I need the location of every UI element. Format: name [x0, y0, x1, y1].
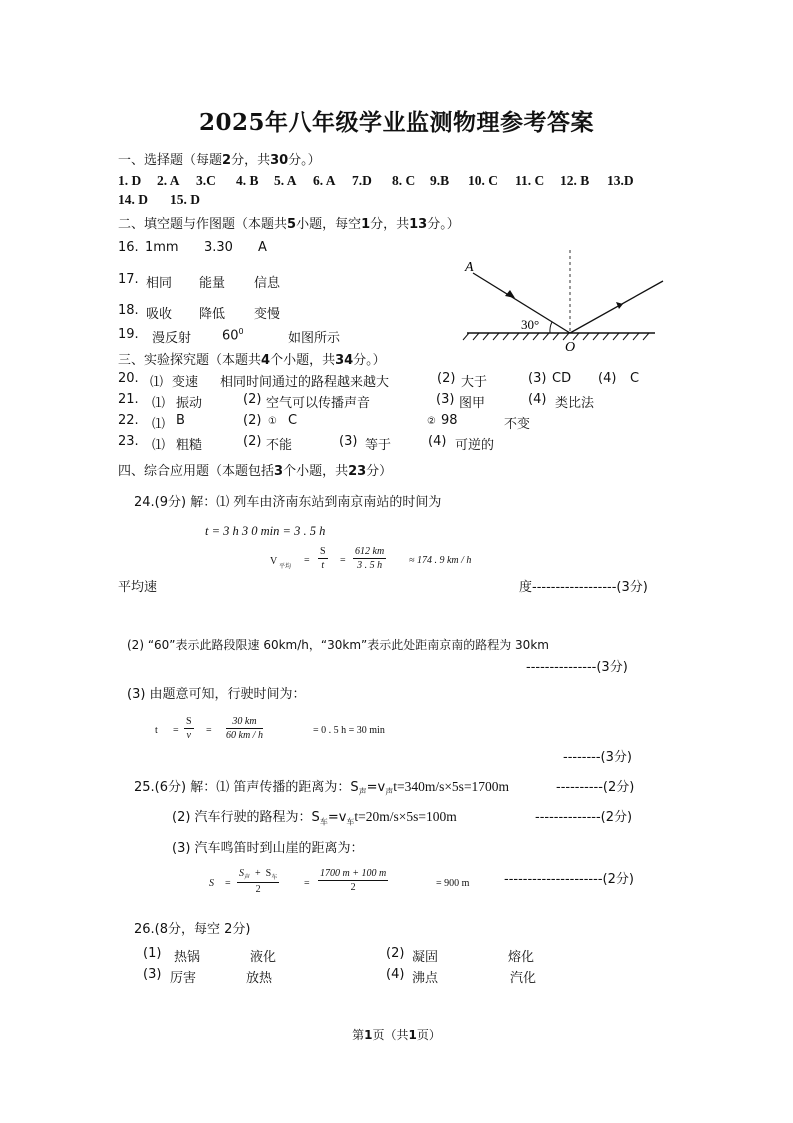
- reflected-ray: [570, 281, 663, 333]
- section-3-heading: 三、实验探究题（本题共4个小题，共34分。）: [118, 353, 386, 368]
- section-2-heading: 二、填空题与作图题（本题共5小题，每空1分，共13分。）: [118, 217, 460, 232]
- answer-15: 15. D: [170, 192, 200, 207]
- q24-part3: (3) 由题意可知，行驶时间为：: [127, 687, 306, 702]
- label-a: A: [465, 260, 474, 275]
- q25-part3: (3) 汽车鸣笛时到山崖的距离为：: [172, 841, 364, 856]
- label-o: O: [565, 340, 576, 355]
- answer-7: 7.D: [352, 173, 372, 188]
- answer-3: 3.C: [196, 173, 216, 188]
- answer-14: 14. D: [118, 192, 148, 207]
- reflected-arrow-icon: [616, 302, 623, 309]
- angle-arc: [550, 322, 552, 333]
- q24-time-equation: t = 3 h 3 0 min = 3 . 5 h: [205, 524, 326, 538]
- answer-6: 6. A: [313, 173, 336, 188]
- answer-5: 5. A: [274, 173, 297, 188]
- page-title: 2025年八年级学业监测物理参考答案: [198, 109, 594, 136]
- q24-intro: 24.(9分) 解：⑴ 列车由济南东站到南京南站的时间为: [134, 495, 442, 510]
- q24-label-left: 平均速: [118, 580, 158, 595]
- q25-part1: 25.(6分) 解：⑴ 笛声传播的距离为：$S_声=v_声t=340m/s\times 5s=1700m$: [134, 779, 510, 797]
- page-footer: 第1页（共1页）: [352, 1028, 441, 1042]
- q24-score-3: --------(3分): [563, 750, 632, 765]
- answer-1: 1. D: [118, 173, 142, 188]
- answer-9: 9.B: [430, 173, 450, 188]
- section-4-heading: 四、综合应用题（本题包括3个小题，共23分）: [118, 464, 393, 479]
- q24-score-1: 度------------------(3分): [519, 580, 648, 595]
- mirror-hatching: [463, 333, 649, 340]
- q26-intro: 26.(8分，每空 2分): [134, 922, 251, 937]
- q25-score-3: ---------------------(2分): [504, 872, 634, 887]
- answer-13: 13.D: [607, 173, 634, 188]
- answer-12: 12. B: [560, 173, 590, 188]
- answer-8: 8. C: [392, 173, 416, 188]
- reflection-diagram: [455, 245, 675, 357]
- label-angle: 30°: [521, 317, 540, 332]
- section-1-heading: 一、选择题（每题2分，共30分。）: [118, 153, 321, 168]
- answer-10: 10. C: [468, 173, 498, 188]
- q25-score-2: --------------(2分): [535, 810, 633, 825]
- q25-score-1: ----------(2分): [556, 780, 635, 795]
- q24-score-2: ---------------(3分): [526, 660, 628, 675]
- answer-4: 4. B: [236, 173, 259, 188]
- q24-part2: (2) “60”表示此路段限速 60km/h，“30km”表示此处距南京南的路程为 30km: [127, 638, 549, 652]
- answer-2: 2. A: [157, 173, 180, 188]
- answer-11: 11. C: [515, 173, 545, 188]
- q25-part2: (2) 汽车行驶的路程为：$S_车=v_车t=20m/s\times 5s=100m$: [172, 809, 457, 827]
